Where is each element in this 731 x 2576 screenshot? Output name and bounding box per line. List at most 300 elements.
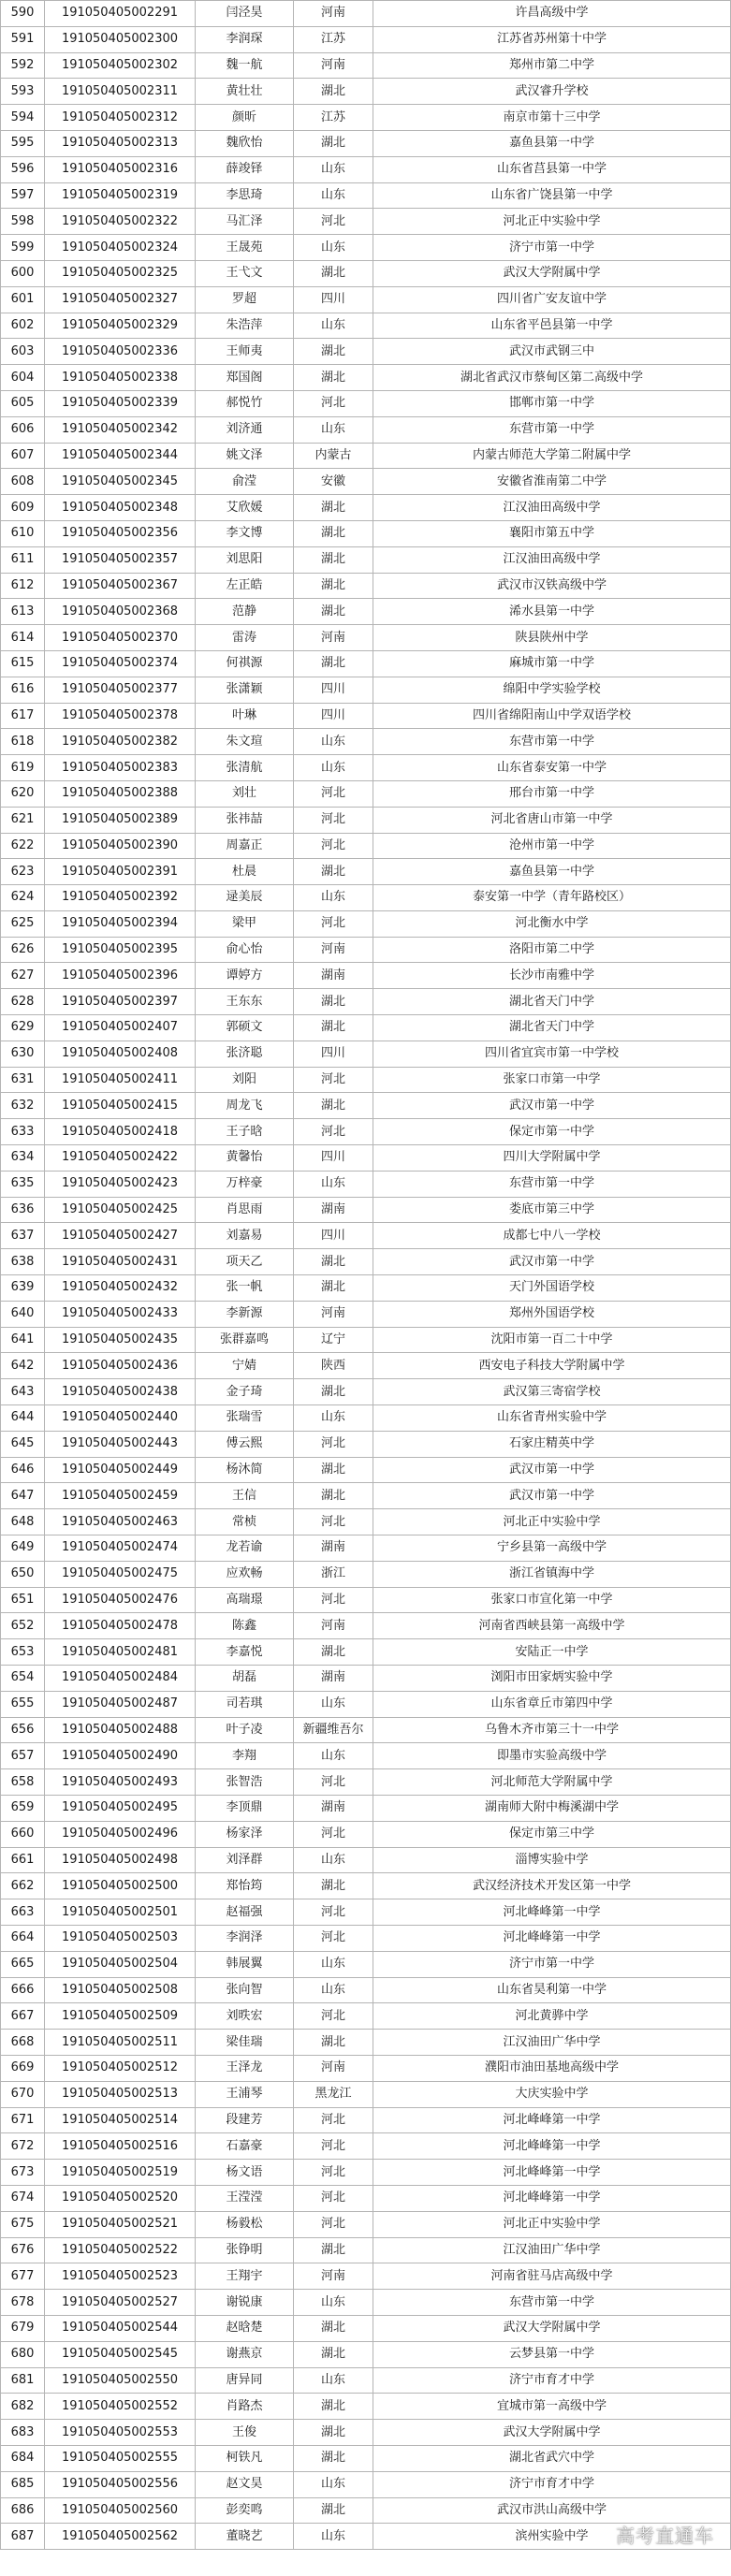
exam-id-cell: 191050405002475 xyxy=(45,1561,196,1587)
exam-id-cell: 191050405002388 xyxy=(45,780,196,807)
school-cell: 四川省宜宾市第一中学校 xyxy=(373,1041,731,1067)
school-cell: 浙江省镇海中学 xyxy=(373,1561,731,1587)
school-cell: 济宁市育才中学 xyxy=(373,2367,731,2394)
province-cell: 山东 xyxy=(294,313,373,339)
school-cell: 安徽省淮南第二中学 xyxy=(373,469,731,495)
school-cell: 河北峰峰第一中学 xyxy=(373,2133,731,2160)
row-number-cell: 670 xyxy=(1,2081,45,2107)
exam-id-cell: 191050405002459 xyxy=(45,1483,196,1509)
school-cell: 江汉油田广华中学 xyxy=(373,2237,731,2263)
table-row xyxy=(1,1535,731,1562)
table-row xyxy=(1,1119,731,1145)
school-cell: 滨州实验中学 xyxy=(373,2524,731,2550)
province-cell: 黑龙江 xyxy=(294,2081,373,2107)
exam-id-cell: 191050405002302 xyxy=(45,52,196,79)
row-number-cell: 637 xyxy=(1,1223,45,1249)
student-name-cell: 周嘉正 xyxy=(196,833,294,859)
exam-id-cell: 191050405002556 xyxy=(45,2471,196,2497)
row-number-cell: 627 xyxy=(1,963,45,989)
table-row xyxy=(1,2445,731,2471)
table-row xyxy=(1,1327,731,1353)
table-row xyxy=(1,1587,731,1613)
exam-id-cell: 191050405002300 xyxy=(45,26,196,52)
student-name-cell: 傅云熙 xyxy=(196,1431,294,1457)
student-name-cell: 万梓豪 xyxy=(196,1171,294,1197)
exam-id-cell: 191050405002523 xyxy=(45,2263,196,2290)
school-cell: 山东省广饶县第一中学 xyxy=(373,182,731,209)
table-row xyxy=(1,1873,731,1899)
school-cell: 山东省昊利第一中学 xyxy=(373,1977,731,2003)
province-cell: 湖北 xyxy=(294,260,373,286)
province-cell: 湖北 xyxy=(294,2497,373,2524)
school-cell: 济宁市第一中学 xyxy=(373,235,731,261)
province-cell: 湖北 xyxy=(294,1015,373,1041)
exam-id-cell: 191050405002418 xyxy=(45,1119,196,1145)
school-cell: 成都七中八一学校 xyxy=(373,1223,731,1249)
school-cell: 宜城市第一高级中学 xyxy=(373,2394,731,2420)
table-row xyxy=(1,2003,731,2030)
student-name-cell: 周龙飞 xyxy=(196,1093,294,1119)
exam-id-cell: 191050405002438 xyxy=(45,1379,196,1405)
province-cell: 湖北 xyxy=(294,2394,373,2420)
exam-id-cell: 191050405002514 xyxy=(45,2107,196,2133)
exam-id-cell: 191050405002449 xyxy=(45,1457,196,1483)
table-row xyxy=(1,1145,731,1172)
province-cell: 四川 xyxy=(294,1041,373,1067)
exam-id-cell: 191050405002431 xyxy=(45,1249,196,1275)
row-number-cell: 672 xyxy=(1,2133,45,2160)
province-cell: 河北 xyxy=(294,1119,373,1145)
student-name-cell: 王师夷 xyxy=(196,339,294,365)
table-row xyxy=(1,625,731,651)
province-cell: 辽宁 xyxy=(294,1327,373,1353)
school-cell: 嘉鱼县第一中学 xyxy=(373,859,731,885)
student-name-cell: 张祎喆 xyxy=(196,807,294,833)
row-number-cell: 592 xyxy=(1,52,45,79)
student-name-cell: 张济聪 xyxy=(196,1041,294,1067)
row-number-cell: 663 xyxy=(1,1899,45,1926)
student-name-cell: 胡磊 xyxy=(196,1666,294,1692)
school-cell: 安陆正一中学 xyxy=(373,1639,731,1666)
student-name-cell: 王信 xyxy=(196,1483,294,1509)
row-number-cell: 673 xyxy=(1,2160,45,2186)
row-number-cell: 619 xyxy=(1,755,45,781)
exam-id-cell: 191050405002367 xyxy=(45,573,196,599)
school-cell: 保定市第三中学 xyxy=(373,1821,731,1847)
exam-id-cell: 191050405002519 xyxy=(45,2160,196,2186)
exam-id-cell: 191050405002391 xyxy=(45,859,196,885)
row-number-cell: 633 xyxy=(1,1119,45,1145)
province-cell: 湖南 xyxy=(294,1197,373,1223)
table-row xyxy=(1,2237,731,2263)
province-cell: 山东 xyxy=(294,2367,373,2394)
table-row xyxy=(1,52,731,79)
province-cell: 河北 xyxy=(294,1769,373,1796)
row-number-cell: 683 xyxy=(1,2420,45,2446)
province-cell: 河北 xyxy=(294,1509,373,1535)
table-row xyxy=(1,130,731,156)
student-name-cell: 李思琦 xyxy=(196,182,294,209)
province-cell: 内蒙古 xyxy=(294,443,373,469)
exam-id-cell: 191050405002488 xyxy=(45,1717,196,1743)
province-cell: 山东 xyxy=(294,2524,373,2550)
exam-id-cell: 191050405002433 xyxy=(45,1301,196,1327)
school-cell: 江汉油田高级中学 xyxy=(373,546,731,573)
province-cell: 河南 xyxy=(294,52,373,79)
exam-id-cell: 191050405002291 xyxy=(45,1,196,27)
exam-id-cell: 191050405002436 xyxy=(45,1353,196,1379)
school-cell: 四川省广安友谊中学 xyxy=(373,286,731,313)
exam-id-cell: 191050405002562 xyxy=(45,2524,196,2550)
table-row xyxy=(1,1041,731,1067)
row-number-cell: 594 xyxy=(1,105,45,131)
row-number-cell: 620 xyxy=(1,780,45,807)
school-cell: 绵阳中学实验学校 xyxy=(373,677,731,703)
school-cell: 武汉第三寄宿学校 xyxy=(373,1379,731,1405)
table-row xyxy=(1,26,731,52)
student-name-cell: 郑国阁 xyxy=(196,365,294,391)
exam-id-cell: 191050405002423 xyxy=(45,1171,196,1197)
student-name-cell: 杨文语 xyxy=(196,2160,294,2186)
table-row xyxy=(1,2497,731,2524)
province-cell: 湖北 xyxy=(294,546,373,573)
school-cell: 湖南师大附中梅溪湖中学 xyxy=(373,1795,731,1821)
school-cell: 浠水县第一中学 xyxy=(373,599,731,625)
table-row xyxy=(1,703,731,729)
exam-id-cell: 191050405002495 xyxy=(45,1795,196,1821)
row-number-cell: 676 xyxy=(1,2237,45,2263)
table-row xyxy=(1,1769,731,1796)
school-cell: 东营市第一中学 xyxy=(373,1171,731,1197)
row-number-cell: 625 xyxy=(1,910,45,937)
school-cell: 邢台市第一中学 xyxy=(373,780,731,807)
table-row xyxy=(1,2524,731,2550)
row-number-cell: 650 xyxy=(1,1561,45,1587)
row-number-cell: 603 xyxy=(1,339,45,365)
province-cell: 湖北 xyxy=(294,495,373,521)
student-name-cell: 朱文瑄 xyxy=(196,729,294,755)
school-cell: 河北黄骅中学 xyxy=(373,2003,731,2030)
table-row xyxy=(1,2341,731,2367)
row-number-cell: 658 xyxy=(1,1769,45,1796)
row-number-cell: 640 xyxy=(1,1301,45,1327)
table-row xyxy=(1,469,731,495)
student-name-cell: 郝悦竹 xyxy=(196,390,294,416)
table-row xyxy=(1,156,731,182)
row-number-cell: 602 xyxy=(1,313,45,339)
student-name-cell: 左正皓 xyxy=(196,573,294,599)
student-name-cell: 柯铁凡 xyxy=(196,2445,294,2471)
school-cell: 嘉鱼县第一中学 xyxy=(373,130,731,156)
row-number-cell: 660 xyxy=(1,1821,45,1847)
school-cell: 濮阳市油田基地高级中学 xyxy=(373,2055,731,2081)
school-cell: 武汉市洪山高级中学 xyxy=(373,2497,731,2524)
exam-id-cell: 191050405002327 xyxy=(45,286,196,313)
table-row xyxy=(1,182,731,209)
table-row xyxy=(1,833,731,859)
student-name-cell: 魏欣怡 xyxy=(196,130,294,156)
student-name-cell: 宁婧 xyxy=(196,1353,294,1379)
table-row xyxy=(1,390,731,416)
row-number-cell: 652 xyxy=(1,1613,45,1639)
student-name-cell: 王东东 xyxy=(196,989,294,1015)
province-cell: 湖北 xyxy=(294,2237,373,2263)
school-cell: 天门外国语学校 xyxy=(373,1275,731,1302)
province-cell: 湖北 xyxy=(294,2315,373,2341)
student-name-cell: 刘阳 xyxy=(196,1067,294,1093)
table-row xyxy=(1,1717,731,1743)
school-cell: 武汉市武钢三中 xyxy=(373,339,731,365)
province-cell: 湖北 xyxy=(294,1379,373,1405)
student-name-cell: 董晓艺 xyxy=(196,2524,294,2550)
row-number-cell: 621 xyxy=(1,807,45,833)
school-cell: 武汉市第一中学 xyxy=(373,1093,731,1119)
row-number-cell: 678 xyxy=(1,2290,45,2316)
province-cell: 河北 xyxy=(294,2133,373,2160)
province-cell: 山东 xyxy=(294,1847,373,1873)
exam-id-cell: 191050405002339 xyxy=(45,390,196,416)
student-name-cell: 赵文昊 xyxy=(196,2471,294,2497)
row-number-cell: 653 xyxy=(1,1639,45,1666)
school-cell: 山东省泰安第一中学 xyxy=(373,755,731,781)
student-name-cell: 刘昳宏 xyxy=(196,2003,294,2030)
exam-id-cell: 191050405002370 xyxy=(45,625,196,651)
student-name-cell: 郑怡筠 xyxy=(196,1873,294,1899)
province-cell: 河北 xyxy=(294,390,373,416)
table-row xyxy=(1,313,731,339)
province-cell: 河北 xyxy=(294,1587,373,1613)
exam-id-cell: 191050405002487 xyxy=(45,1691,196,1717)
province-cell: 湖北 xyxy=(294,989,373,1015)
student-name-cell: 俞滢 xyxy=(196,469,294,495)
table-row xyxy=(1,1431,731,1457)
exam-id-cell: 191050405002374 xyxy=(45,650,196,677)
province-cell: 湖北 xyxy=(294,1249,373,1275)
exam-id-cell: 191050405002503 xyxy=(45,1925,196,1951)
exam-id-cell: 191050405002520 xyxy=(45,2185,196,2211)
province-cell: 河北 xyxy=(294,1899,373,1926)
province-cell: 河南 xyxy=(294,1,373,27)
table-row xyxy=(1,1067,731,1093)
province-cell: 河北 xyxy=(294,1925,373,1951)
table-row xyxy=(1,1223,731,1249)
table-row xyxy=(1,260,731,286)
table-row xyxy=(1,1093,731,1119)
student-name-cell: 艾欣媛 xyxy=(196,495,294,521)
province-cell: 山东 xyxy=(294,235,373,261)
row-number-cell: 642 xyxy=(1,1353,45,1379)
school-cell: 河北峰峰第一中学 xyxy=(373,1899,731,1926)
table-row xyxy=(1,963,731,989)
student-name-cell: 谢锐康 xyxy=(196,2290,294,2316)
table-row xyxy=(1,495,731,521)
province-cell: 河北 xyxy=(294,1821,373,1847)
province-cell: 湖北 xyxy=(294,365,373,391)
student-name-cell: 张一帆 xyxy=(196,1275,294,1302)
student-name-cell: 闫泾昊 xyxy=(196,1,294,27)
row-number-cell: 648 xyxy=(1,1509,45,1535)
student-name-cell: 韩展翼 xyxy=(196,1951,294,1977)
student-name-cell: 常桢 xyxy=(196,1509,294,1535)
table-row xyxy=(1,1977,731,2003)
province-cell: 河北 xyxy=(294,1067,373,1093)
school-cell: 张家口市第一中学 xyxy=(373,1067,731,1093)
student-name-cell: 王泽龙 xyxy=(196,2055,294,2081)
school-cell: 石家庄精英中学 xyxy=(373,1431,731,1457)
table-row xyxy=(1,1457,731,1483)
student-name-cell: 张清航 xyxy=(196,755,294,781)
exam-id-cell: 191050405002493 xyxy=(45,1769,196,1796)
school-cell: 河北衡水中学 xyxy=(373,910,731,937)
exam-id-cell: 191050405002516 xyxy=(45,2133,196,2160)
province-cell: 四川 xyxy=(294,1145,373,1172)
school-cell: 武汉睿升学校 xyxy=(373,79,731,105)
student-name-cell: 谢燕京 xyxy=(196,2341,294,2367)
province-cell: 山东 xyxy=(294,416,373,443)
row-number-cell: 607 xyxy=(1,443,45,469)
school-cell: 邯郸市第一中学 xyxy=(373,390,731,416)
exam-id-cell: 191050405002338 xyxy=(45,365,196,391)
row-number-cell: 606 xyxy=(1,416,45,443)
student-name-cell: 杜晨 xyxy=(196,859,294,885)
row-number-cell: 687 xyxy=(1,2524,45,2550)
school-cell: 宁乡县第一高级中学 xyxy=(373,1535,731,1562)
student-name-cell: 薛竣铎 xyxy=(196,156,294,182)
exam-id-cell: 191050405002394 xyxy=(45,910,196,937)
exam-id-cell: 191050405002324 xyxy=(45,235,196,261)
province-cell: 山东 xyxy=(294,1977,373,2003)
school-cell: 山东省莒县第一中学 xyxy=(373,156,731,182)
student-name-cell: 颜昕 xyxy=(196,105,294,131)
table-row xyxy=(1,910,731,937)
row-number-cell: 622 xyxy=(1,833,45,859)
school-cell: 娄底市第三中学 xyxy=(373,1197,731,1223)
province-cell: 湖北 xyxy=(294,1873,373,1899)
school-cell: 沧州市第一中学 xyxy=(373,833,731,859)
table-row xyxy=(1,1509,731,1535)
row-number-cell: 631 xyxy=(1,1067,45,1093)
table-row xyxy=(1,79,731,105)
school-cell: 山东省章丘市第四中学 xyxy=(373,1691,731,1717)
school-cell: 保定市第一中学 xyxy=(373,1119,731,1145)
exam-id-cell: 191050405002481 xyxy=(45,1639,196,1666)
exam-id-cell: 191050405002550 xyxy=(45,2367,196,2394)
student-name-cell: 龙若谕 xyxy=(196,1535,294,1562)
student-name-cell: 张智浩 xyxy=(196,1769,294,1796)
exam-id-cell: 191050405002476 xyxy=(45,1587,196,1613)
table-row xyxy=(1,1561,731,1587)
table-row xyxy=(1,2030,731,2056)
table-row xyxy=(1,1743,731,1769)
row-number-cell: 601 xyxy=(1,286,45,313)
exam-id-cell: 191050405002378 xyxy=(45,703,196,729)
row-number-cell: 656 xyxy=(1,1717,45,1743)
exam-id-cell: 191050405002422 xyxy=(45,1145,196,1172)
province-cell: 山东 xyxy=(294,1951,373,1977)
exam-id-cell: 191050405002397 xyxy=(45,989,196,1015)
table-row xyxy=(1,520,731,546)
table-row xyxy=(1,1483,731,1509)
student-name-cell: 刘壮 xyxy=(196,780,294,807)
exam-id-cell: 191050405002311 xyxy=(45,79,196,105)
row-number-cell: 666 xyxy=(1,1977,45,2003)
row-number-cell: 682 xyxy=(1,2394,45,2420)
exam-id-cell: 191050405002389 xyxy=(45,807,196,833)
table-row xyxy=(1,859,731,885)
exam-id-cell: 191050405002463 xyxy=(45,1509,196,1535)
exam-id-cell: 191050405002555 xyxy=(45,2445,196,2471)
province-cell: 河北 xyxy=(294,910,373,937)
school-cell: 洛阳市第二中学 xyxy=(373,937,731,963)
table-row xyxy=(1,235,731,261)
student-name-cell: 雷涛 xyxy=(196,625,294,651)
school-cell: 济宁市第一中学 xyxy=(373,1951,731,1977)
table-row xyxy=(1,1301,731,1327)
row-number-cell: 632 xyxy=(1,1093,45,1119)
table-row xyxy=(1,339,731,365)
school-cell: 泰安第一中学（青年路校区） xyxy=(373,885,731,911)
school-cell: 湖北省天门中学 xyxy=(373,1015,731,1041)
exam-id-cell: 191050405002552 xyxy=(45,2394,196,2420)
exam-id-cell: 191050405002501 xyxy=(45,1899,196,1926)
exam-id-cell: 191050405002496 xyxy=(45,1821,196,1847)
student-name-cell: 叶子凌 xyxy=(196,1717,294,1743)
exam-id-cell: 191050405002395 xyxy=(45,937,196,963)
school-cell: 郑州外国语学校 xyxy=(373,1301,731,1327)
exam-id-cell: 191050405002415 xyxy=(45,1093,196,1119)
table-row xyxy=(1,1639,731,1666)
row-number-cell: 610 xyxy=(1,520,45,546)
exam-id-cell: 191050405002560 xyxy=(45,2497,196,2524)
province-cell: 湖北 xyxy=(294,79,373,105)
province-cell: 河北 xyxy=(294,780,373,807)
table-row xyxy=(1,443,731,469)
province-cell: 四川 xyxy=(294,703,373,729)
table-row xyxy=(1,1015,731,1041)
row-number-cell: 674 xyxy=(1,2185,45,2211)
school-cell: 河北峰峰第一中学 xyxy=(373,2107,731,2133)
row-number-cell: 618 xyxy=(1,729,45,755)
exam-id-cell: 191050405002411 xyxy=(45,1067,196,1093)
student-name-cell: 肖路杰 xyxy=(196,2394,294,2420)
row-number-cell: 628 xyxy=(1,989,45,1015)
row-number-cell: 591 xyxy=(1,26,45,52)
row-number-cell: 624 xyxy=(1,885,45,911)
table-row xyxy=(1,1,731,27)
exam-id-cell: 191050405002342 xyxy=(45,416,196,443)
row-number-cell: 651 xyxy=(1,1587,45,1613)
exam-id-cell: 191050405002425 xyxy=(45,1197,196,1223)
student-name-cell: 张瑞雪 xyxy=(196,1405,294,1432)
student-name-cell: 刘济通 xyxy=(196,416,294,443)
student-name-cell: 李润泽 xyxy=(196,1925,294,1951)
row-number-cell: 597 xyxy=(1,182,45,209)
student-name-cell: 陈鑫 xyxy=(196,1613,294,1639)
exam-id-cell: 191050405002443 xyxy=(45,1431,196,1457)
student-name-cell: 李顶鼎 xyxy=(196,1795,294,1821)
school-cell: 河北省唐山市第一中学 xyxy=(373,807,731,833)
student-name-cell: 唐异同 xyxy=(196,2367,294,2394)
table-row xyxy=(1,1353,731,1379)
table-row xyxy=(1,807,731,833)
exam-id-cell: 191050405002545 xyxy=(45,2341,196,2367)
row-number-cell: 677 xyxy=(1,2263,45,2290)
exam-id-cell: 191050405002484 xyxy=(45,1666,196,1692)
school-cell: 即墨市实验高级中学 xyxy=(373,1743,731,1769)
row-number-cell: 665 xyxy=(1,1951,45,1977)
school-cell: 张家口市宣化第一中学 xyxy=(373,1587,731,1613)
exam-id-cell: 191050405002396 xyxy=(45,963,196,989)
